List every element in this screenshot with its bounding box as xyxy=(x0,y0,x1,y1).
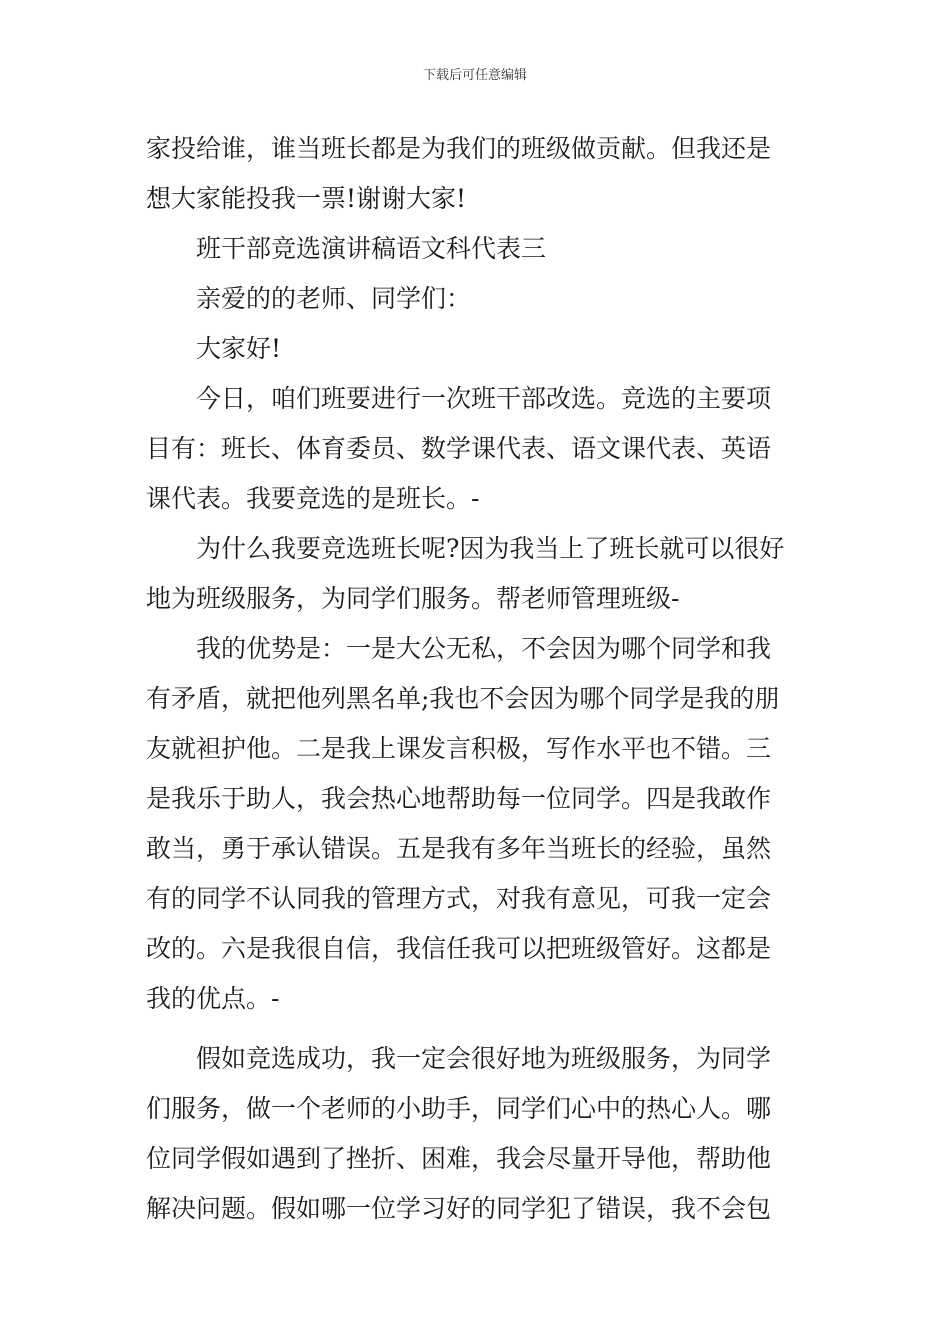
text-line: 目有：班长、体育委员、数学课代表、语文课代表、英语 xyxy=(146,434,772,463)
text-line: 是我乐于助人，我会热心地帮助每一位同学。四是我敢作 xyxy=(146,784,772,813)
page-header: 下载后可任意编辑 xyxy=(422,68,527,83)
text-line: 我的优势是：一是大公无私，不会因为哪个同学和我 xyxy=(196,634,772,663)
paragraph-gap xyxy=(146,1024,806,1034)
paragraph xyxy=(146,524,806,624)
text-line: 我的优点。- xyxy=(146,984,280,1013)
paragraph xyxy=(146,624,806,1024)
text-line: 班干部竞选演讲稿语文科代表三 xyxy=(196,234,547,263)
text-line: 假如竞选成功，我一定会很好地为班级服务，为同学 xyxy=(196,1044,772,1073)
paragraph xyxy=(146,274,806,324)
text-line: 课代表。我要竞选的是班长。- xyxy=(146,484,480,513)
paragraph xyxy=(146,224,806,274)
text-line: 想大家能投我一票!谢谢大家! xyxy=(146,184,467,213)
text-line: 改的。六是我很自信，我信任我可以把班级管好。这都是 xyxy=(146,934,772,963)
text-line: 们服务，做一个老师的小助手，同学们心中的热心人。哪 xyxy=(146,1094,772,1123)
text-line: 有的同学不认同我的管理方式，对我有意见，可我一定会 xyxy=(146,884,772,913)
paragraph xyxy=(146,124,806,224)
text-line: 敢当，勇于承认错误。五是我有多年当班长的经验，虽然 xyxy=(146,834,772,863)
document-body xyxy=(146,124,806,1234)
text-line: 位同学假如遇到了挫折、困难，我会尽量开导他，帮助他 xyxy=(146,1144,772,1173)
paragraph xyxy=(146,374,806,524)
text-line: 家投给谁，谁当班长都是为我们的班级做贡献。但我还是 xyxy=(146,134,772,163)
text-line: 亲爱的的老师、同学们： xyxy=(196,284,472,313)
paragraph xyxy=(146,324,806,374)
text-line: 解决问题。假如哪一位学习好的同学犯了错误，我不会包 xyxy=(146,1194,772,1223)
paragraph xyxy=(146,1034,806,1234)
text-line: 友就袒护他。二是我上课发言积极，写作水平也不错。三 xyxy=(146,734,772,763)
text-line: 地为班级服务，为同学们服务。帮老师管理班级- xyxy=(146,584,680,613)
text-line: 为什么我要竞选班长呢?因为我当上了班长就可以很好 xyxy=(196,534,785,563)
text-line: 大家好! xyxy=(196,334,282,363)
text-line: 有矛盾，就把他列黑名单;我也不会因为哪个同学是我的朋 xyxy=(146,684,780,713)
text-line: 今日，咱们班要进行一次班干部改选。竞选的主要项 xyxy=(196,384,772,413)
